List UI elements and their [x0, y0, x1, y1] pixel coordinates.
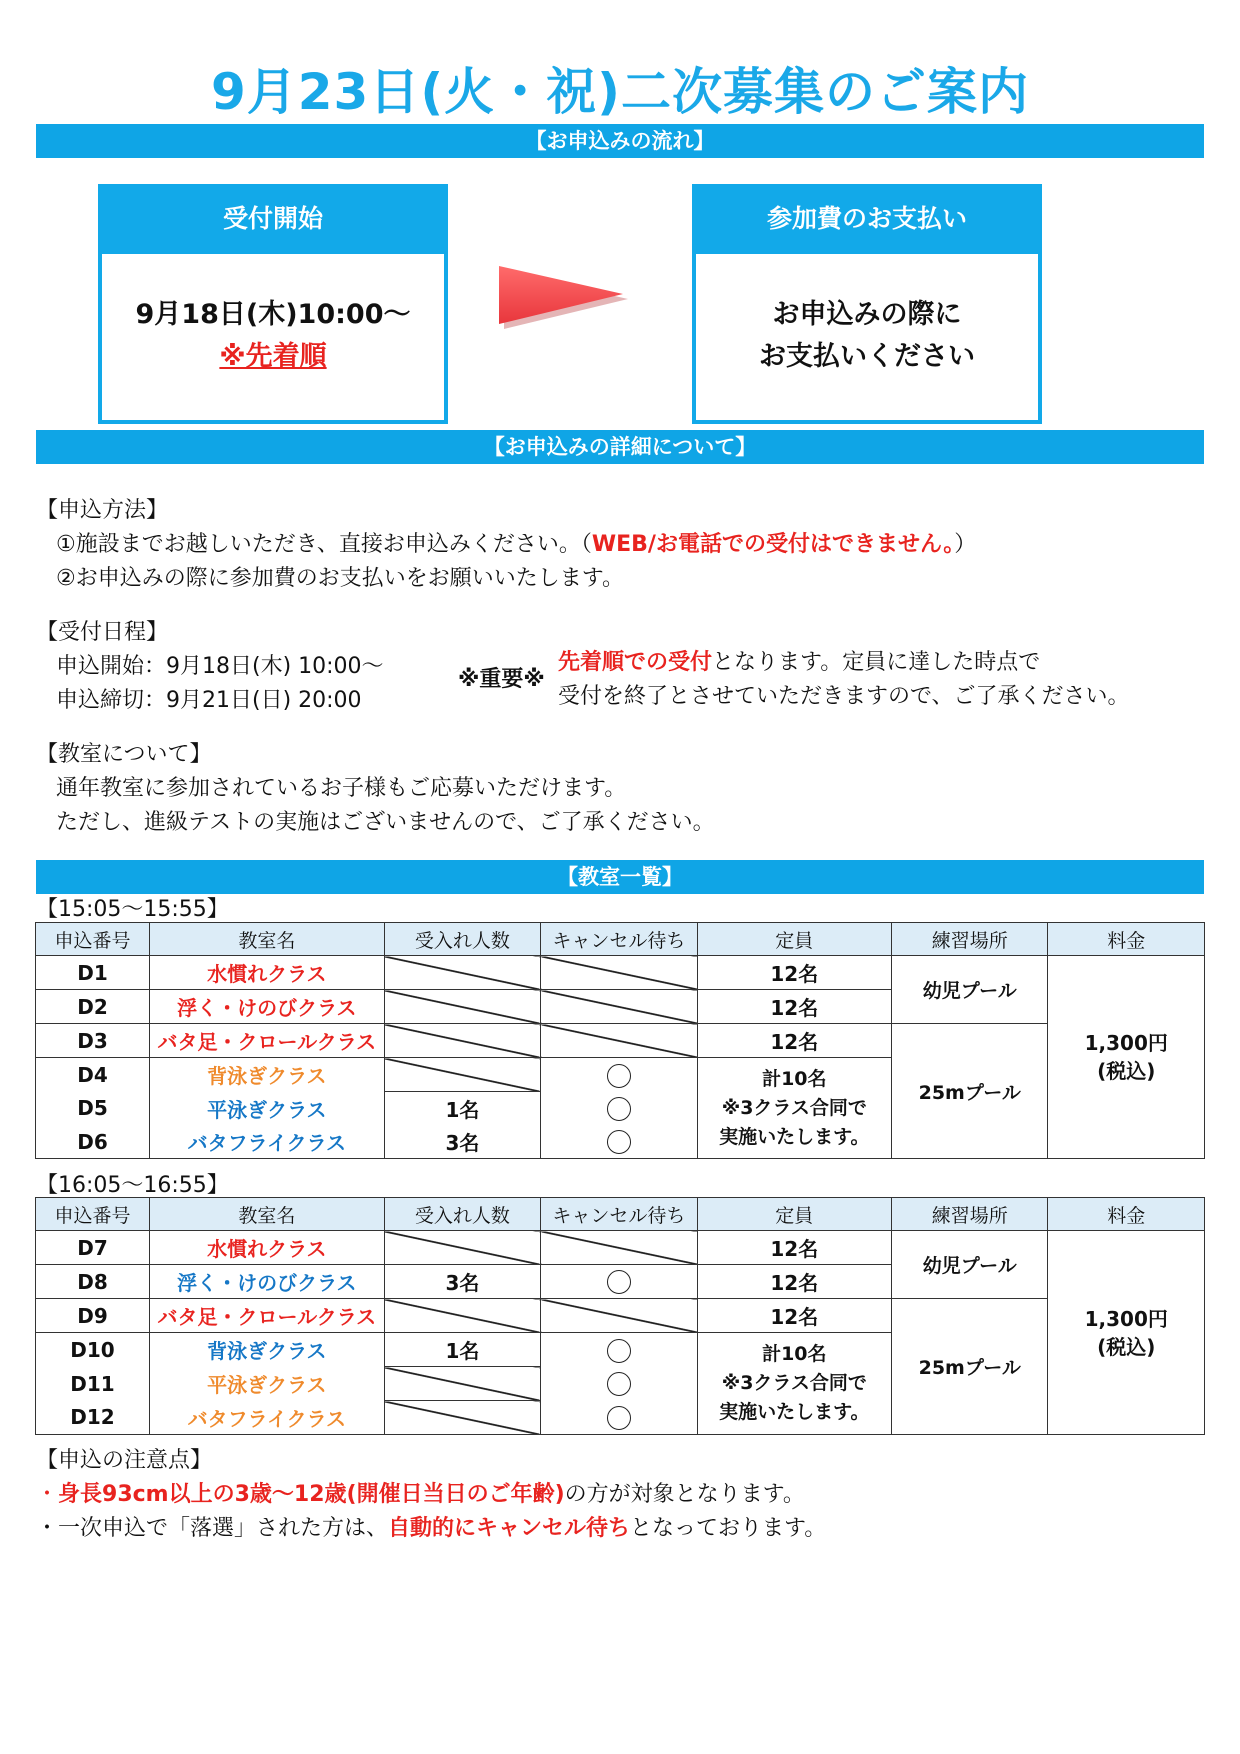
class-id: D1 — [36, 956, 150, 990]
note1-rest: の方が対象となります。 — [564, 1482, 805, 1507]
important-note — [558, 646, 1130, 714]
flow-section-bar: 【お申込みの流れ】 — [36, 124, 1204, 158]
cancel-cell-na — [541, 1231, 697, 1265]
class-id: D2 — [36, 990, 150, 1024]
capacity: 12名 — [697, 956, 891, 990]
class-name: バタ足・クロールクラス — [149, 1024, 384, 1058]
merged-capacity — [697, 1058, 891, 1159]
place-infant-pool: 幼児プール — [892, 1231, 1048, 1299]
cancel-wait-cell — [541, 1125, 697, 1159]
capacity: 12名 — [697, 1299, 891, 1333]
merged-capacity-total: 計10名 — [762, 1343, 827, 1365]
schedule-start: 申込開始：9月18日(木) 10:00～ — [56, 654, 384, 679]
col-price: 料金 — [1048, 1198, 1205, 1231]
col-capacity: 定員 — [697, 923, 891, 956]
col-place: 練習場所 — [892, 1198, 1048, 1231]
list-section-bar: 【教室一覧】 — [36, 860, 1204, 894]
circle-available-icon — [607, 1339, 631, 1363]
class-name: バタフライクラス — [149, 1125, 384, 1159]
col-id: 申込番号 — [36, 923, 150, 956]
accept-count: 3名 — [384, 1265, 540, 1299]
class-id: D8 — [36, 1265, 150, 1299]
step2-line2: お支払いください — [759, 341, 975, 372]
circle-available-icon — [607, 1064, 631, 1088]
schedule-heading: 【受付日程】 — [36, 620, 169, 645]
method-line1-close: ） — [954, 532, 977, 557]
method-section — [36, 494, 976, 596]
circle-available-icon — [607, 1372, 631, 1396]
important-note-line1: となります。定員に達した時点で — [712, 650, 1041, 675]
col-id: 申込番号 — [36, 1198, 150, 1231]
schedule-section — [36, 616, 384, 718]
schedule-end: 申込締切：9月21日(日) 20:00 — [56, 688, 362, 713]
table-row — [36, 1231, 1205, 1265]
cancel-wait-cell — [541, 1058, 697, 1092]
col-name: 教室名 — [149, 923, 384, 956]
class-name: バタ足・クロールクラス — [149, 1299, 384, 1333]
step-reception-start — [98, 184, 448, 424]
col-cancel: キャンセル待ち — [541, 1198, 697, 1231]
col-place: 練習場所 — [892, 923, 1048, 956]
step1-first-come: ※先着順 — [219, 341, 327, 372]
col-name: 教室名 — [149, 1198, 384, 1231]
circle-available-icon — [607, 1406, 631, 1430]
cancel-cell-na — [541, 990, 697, 1024]
class-id: D9 — [36, 1299, 150, 1333]
class-id: D5 — [36, 1092, 150, 1126]
class-id: D11 — [36, 1367, 150, 1401]
cancel-wait-cell — [541, 1092, 697, 1126]
class-name: 平泳ぎクラス — [149, 1367, 384, 1401]
cancel-cell-na — [541, 1024, 697, 1058]
accept-cell-na — [384, 1299, 540, 1333]
class-id: D6 — [36, 1125, 150, 1159]
class-name: 背泳ぎクラス — [149, 1058, 384, 1092]
accept-cell-na — [384, 1024, 540, 1058]
accept-cell-na — [384, 1401, 540, 1435]
note1-bullet: ・ — [36, 1482, 59, 1507]
class-id: D7 — [36, 1231, 150, 1265]
class-table-1 — [35, 922, 1205, 1159]
circle-available-icon — [607, 1130, 631, 1154]
classroom-section — [36, 738, 715, 840]
arrow-right-icon — [495, 262, 630, 332]
page-title: 9月23日(火・祝)二次募集のご案内 — [210, 63, 1030, 121]
note2-post: となっております。 — [630, 1516, 827, 1541]
class-id: D12 — [36, 1401, 150, 1435]
important-note-line2: 受付を終了とさせていただきますので、ご了承ください。 — [558, 684, 1130, 709]
table-header-row — [36, 923, 1205, 956]
cancel-wait-cell — [541, 1265, 697, 1299]
merged-capacity-note2: 実施いたします。 — [719, 1125, 870, 1148]
capacity: 12名 — [697, 1265, 891, 1299]
class-name: 背泳ぎクラス — [149, 1333, 384, 1367]
classroom-line2: ただし、進級テストの実施はございませんので、ご了承ください。 — [56, 810, 715, 835]
col-accept: 受入れ人数 — [384, 923, 540, 956]
col-accept: 受入れ人数 — [384, 1198, 540, 1231]
accept-count: 3名 — [384, 1125, 540, 1159]
place-25m-pool: 25mプール — [892, 1024, 1048, 1159]
first-come-label: 先着順での受付 — [558, 650, 713, 675]
price-tax: (税込) — [1097, 1059, 1156, 1083]
note2-pre: ・一次申込で「落選」された方は、 — [36, 1516, 389, 1541]
price-cell — [1048, 1231, 1205, 1435]
class-name: 浮く・けのびクラス — [149, 990, 384, 1024]
table-header-row — [36, 1198, 1205, 1231]
accept-cell-na — [384, 1367, 540, 1401]
col-capacity: 定員 — [697, 1198, 891, 1231]
step-payment — [692, 184, 1042, 424]
price-amount: 1,300円 — [1084, 1306, 1168, 1331]
cancel-wait-cell — [541, 1333, 697, 1367]
table-row — [36, 1299, 1205, 1333]
cancel-wait-cell — [541, 1367, 697, 1401]
class-id: D3 — [36, 1024, 150, 1058]
cancel-wait-cell — [541, 1401, 697, 1435]
detail-section-bar: 【お申込みの詳細について】 — [36, 430, 1204, 464]
step1-date: 9月18日(木)10:00～ — [135, 299, 411, 330]
class-name: バタフライクラス — [149, 1401, 384, 1435]
method-heading: 【申込方法】 — [36, 498, 169, 523]
class-id: D10 — [36, 1333, 150, 1367]
place-infant-pool: 幼児プール — [892, 956, 1048, 1024]
capacity: 12名 — [697, 990, 891, 1024]
note1-age-requirement: 身長93cm以上の3歳～12歳(開催日当日のご年齢) — [58, 1482, 565, 1507]
merged-capacity-total: 計10名 — [762, 1067, 827, 1090]
class-name: 水慣れクラス — [149, 1231, 384, 1265]
important-label: ※重要※ — [458, 667, 545, 692]
notes-heading: 【申込の注意点】 — [36, 1448, 213, 1473]
merged-capacity-note1: ※3クラス合同で — [721, 1372, 867, 1394]
class-table-2 — [35, 1197, 1205, 1435]
method-line1: ①施設までお越しいただき、直接お申込みください。（ — [56, 532, 592, 557]
capacity: 12名 — [697, 1231, 891, 1265]
place-25m-pool: 25mプール — [892, 1299, 1048, 1435]
accept-cell-na — [384, 1231, 540, 1265]
capacity: 12名 — [697, 1024, 891, 1058]
step2-line1: お申込みの際に — [772, 299, 962, 330]
step2-header: 参加費のお支払い — [696, 188, 1038, 254]
notes-section — [36, 1444, 826, 1546]
accept-cell-na — [384, 1058, 540, 1092]
col-price: 料金 — [1048, 923, 1205, 956]
accept-count: 1名 — [384, 1092, 540, 1126]
class-name: 平泳ぎクラス — [149, 1092, 384, 1126]
circle-available-icon — [607, 1097, 631, 1121]
classroom-heading: 【教室について】 — [36, 742, 212, 767]
circle-available-icon — [607, 1270, 631, 1294]
method-no-web-phone: WEB/お電話での受付はできません。 — [591, 532, 955, 557]
merged-capacity-note2: 実施いたします。 — [719, 1401, 870, 1423]
method-line2: ②お申込みの際に参加費のお支払いをお願いいたします。 — [56, 566, 624, 591]
class-name: 浮く・けのびクラス — [149, 1265, 384, 1299]
cancel-cell-na — [541, 1299, 697, 1333]
cancel-cell-na — [541, 956, 697, 990]
note2-auto-cancel-wait: 自動的にキャンセル待ち — [388, 1516, 631, 1541]
table-row — [36, 956, 1205, 990]
table1-time: 【15:05～15:55】 — [36, 897, 229, 922]
class-name: 水慣れクラス — [149, 956, 384, 990]
table-row — [36, 1024, 1205, 1058]
merged-capacity-note1: ※3クラス合同で — [721, 1096, 867, 1119]
class-id: D4 — [36, 1058, 150, 1092]
accept-cell-na — [384, 990, 540, 1024]
accept-count: 1名 — [384, 1333, 540, 1367]
table2-time: 【16:05～16:55】 — [36, 1173, 229, 1198]
price-cell — [1048, 956, 1205, 1159]
col-cancel: キャンセル待ち — [541, 923, 697, 956]
price-amount: 1,300円 — [1084, 1031, 1168, 1055]
accept-cell-na — [384, 956, 540, 990]
classroom-line1: 通年教室に参加されているお子様もご応募いただけます。 — [56, 776, 627, 801]
step1-header: 受付開始 — [102, 188, 444, 254]
merged-capacity — [697, 1333, 891, 1435]
price-tax: (税込) — [1097, 1334, 1156, 1359]
